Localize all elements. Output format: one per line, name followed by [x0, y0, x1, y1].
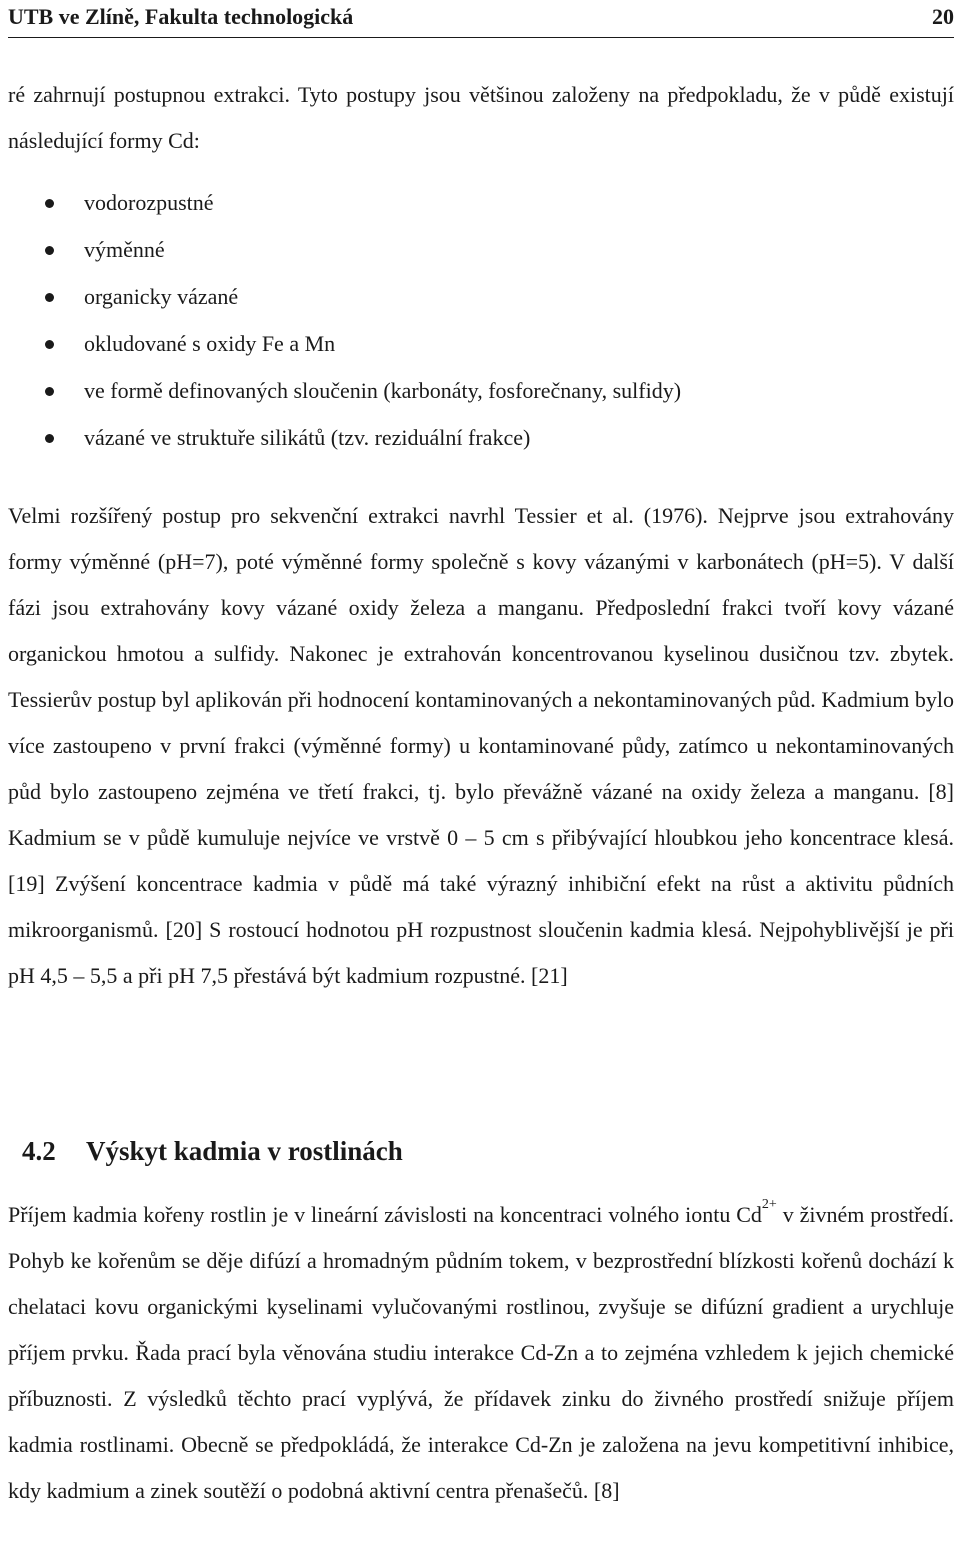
list-item [8, 320, 954, 367]
intro-paragraph: ré zahrnují postupnou extrakci. Tyto postupy jsou většinou založeny na předpokladu, že v půdě existují následující formy Cd: [8, 82, 954, 153]
list-item [8, 367, 954, 414]
section-title: Výskyt kadmia v rostlinách [86, 1136, 403, 1166]
bullet-icon [45, 199, 54, 208]
paragraph-lead: Příjem kadmia kořeny rostlin je v lineární závislosti na koncentraci volného iontu Cd [8, 1202, 762, 1227]
list-item-text: okludované s oxidy Fe a Mn [84, 331, 336, 356]
list-item-text: vodorozpustné [84, 190, 214, 215]
cd-forms-list [8, 179, 954, 461]
list-item-text: ve formě definovaných sloučenin (karbonáty, fosforečnany, sulfidy) [84, 378, 682, 403]
running-header [8, 2, 954, 32]
tessier-paragraph: Velmi rozšířený postup pro sekvenční extrakci navrhl Tessier et al. (1976). Nejprve jsou extrahovány formy výměnné (pH=7), poté výměnné formy společně s kovy vázanými v karbonátech (pH=5). V další fázi jsou extrahovány kovy vázané oxidy železa a manganu. Předposlední frakci tvoří kovy vázané organickou hmotou a sulfidy. Nakonec je extrahován koncentrovanou kyselinou dusičnou tzv. zbytek. Tessierův postup byl aplikován při hodnocení kontaminovaných a nekontaminovaných půd. Kadmium bylo více zastoupeno v první frakci (výměnné formy) u kontaminované půdy, zatímco u nekontaminovaných půd bylo zastoupeno zejména ve třetí frakci, tj. bylo převážně vázané na oxidy železa a manganu. [8] Kadmium se v půdě kumuluje nejvíce ve vrstvě 0 – 5 cm s přibývající hloubkou jeho koncentrace klesá. [19] Zvýšení koncentrace kadmia v půdě má také výrazný inhibiční efekt na růst a aktivitu půdních mikroorganismů. [20] S rostoucí hodnotou pH rozpustnost sloučenin kadmia klesá. Nejpohyblivější je při pH 4,5 – 5,5 a při pH 7,5 přestává být kadmium rozpustné. [21] [8, 503, 954, 988]
page-number: 20 [932, 4, 954, 29]
ion-charge-superscript: 2+ [761, 1197, 777, 1212]
list-item [8, 179, 954, 226]
section-paragraph [8, 1192, 954, 1514]
list-item-text: výměnné [84, 237, 165, 262]
paragraph-rest: v živném prostředí. Pohyb ke kořenům se děje difúzí a hromadným půdním tokem, v bezprostřední blízkosti kořenů dochází k chelataci kovu organickými kyselinami vylučovanými rostlinou, zvyšuje se difúzní gradient a urychluje příjem prvku. Řada prací byla věnována studiu interakce Cd-Zn a to zejména vzhledem k jejich chemické příbuznosti. Z výsledků těchto prací vyplývá, že přídavek zinku do živného prostředí snižuje příjem kadmia rostlinami. Obecně se předpokládá, že interakce Cd-Zn je založena na jevu kompetitivní inhibice, kdy kadmium a zinek soutěží o podobná aktivní centra přenašečů. [8] [8, 1202, 954, 1503]
bullet-icon [45, 434, 54, 443]
list-item [8, 226, 954, 273]
bullet-icon [45, 340, 54, 349]
list-item-text: vázané ve struktuře silikátů (tzv. reziduální frakce) [84, 425, 531, 450]
header-divider [8, 37, 954, 38]
bullet-icon [45, 387, 54, 396]
bullet-icon [45, 246, 54, 255]
section-number: 4.2 [22, 1136, 56, 1166]
bullet-icon [45, 293, 54, 302]
list-item [8, 273, 954, 320]
section-heading [22, 1128, 403, 1174]
header-title: UTB ve Zlíně, Fakulta technologická [8, 4, 354, 29]
list-item [8, 414, 954, 461]
list-item-text: organicky vázané [84, 284, 239, 309]
